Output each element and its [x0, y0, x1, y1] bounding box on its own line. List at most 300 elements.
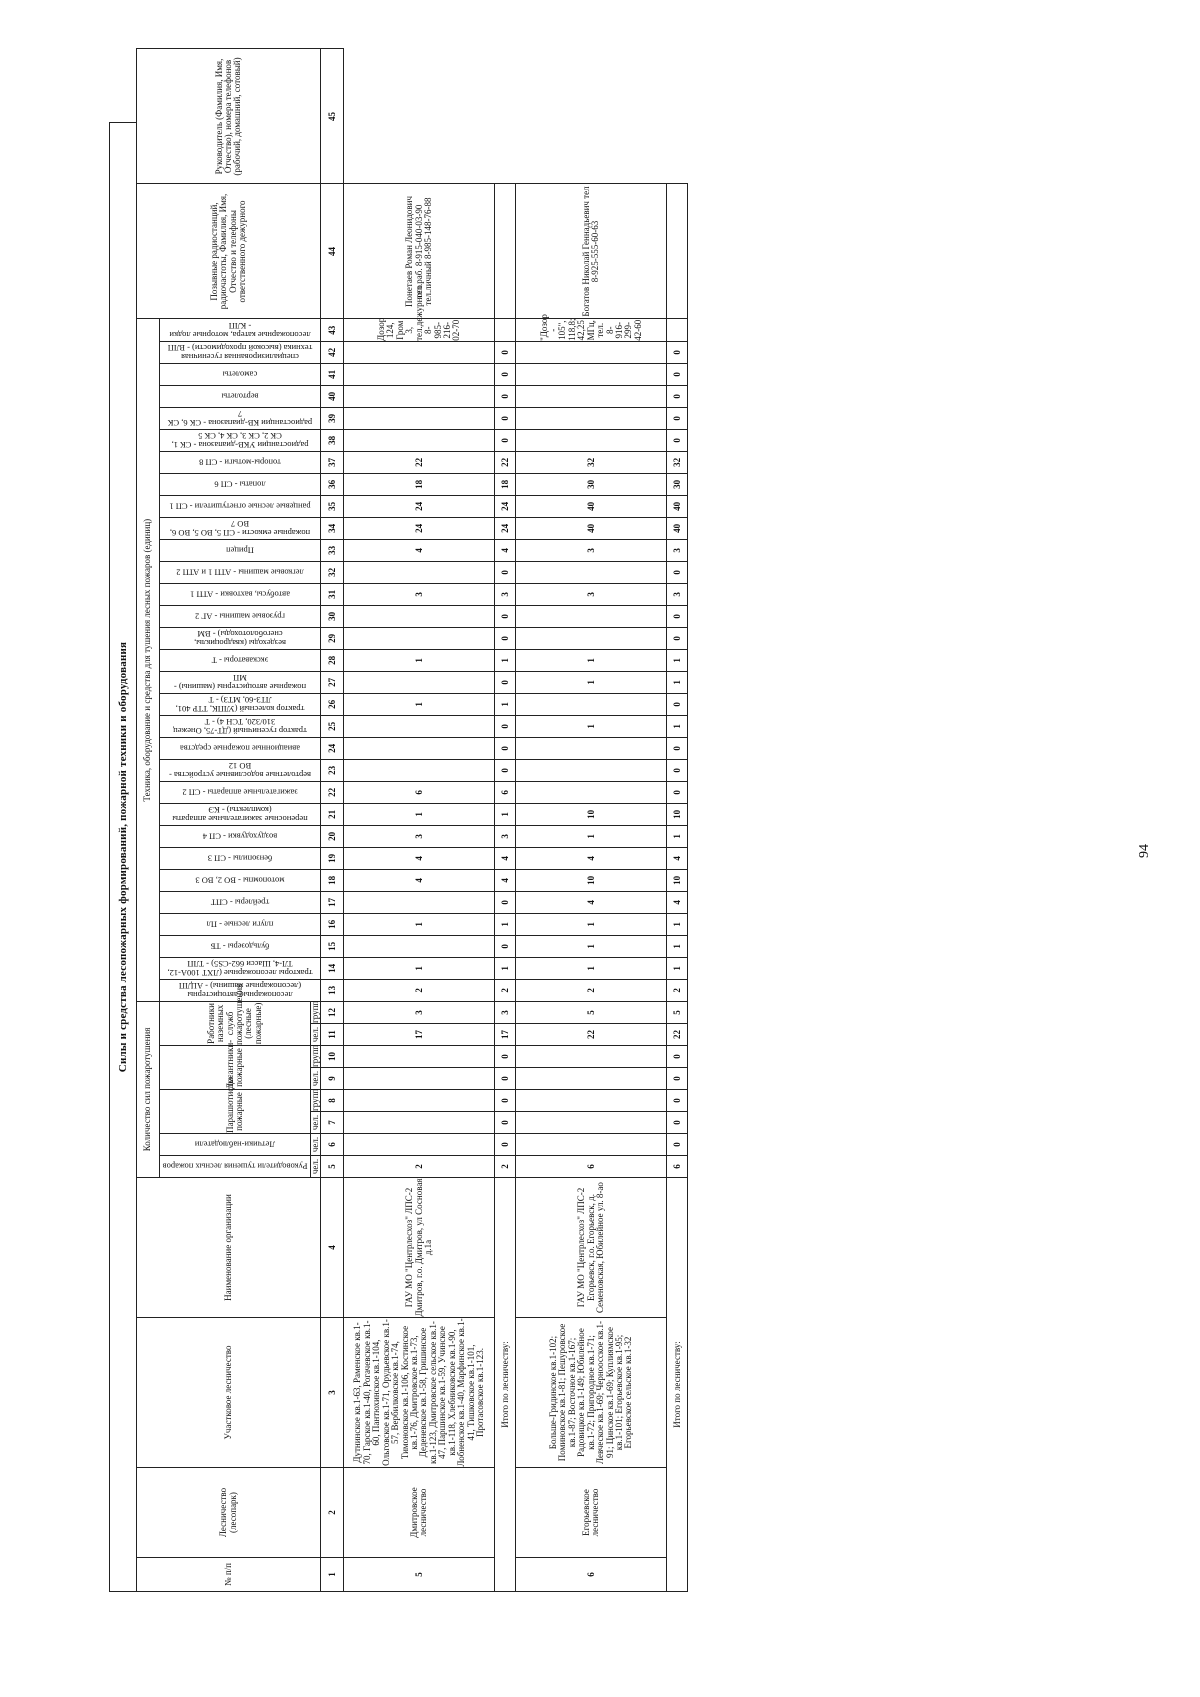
row-number: 5 — [344, 1558, 495, 1592]
total-value: 1 — [667, 957, 688, 979]
total-value: 32 — [667, 451, 688, 473]
header-equipment-25 — [160, 715, 321, 737]
value-cell — [344, 605, 495, 627]
total-empty — [495, 184, 516, 319]
total-value: 2 — [667, 979, 688, 1001]
value-cell: 1 — [516, 715, 667, 737]
total-value: 0 — [667, 1046, 688, 1068]
value-cell — [344, 1068, 495, 1090]
header-equipment-16-text: плуги лесные - Пл — [206, 919, 274, 930]
header-equipment-40 — [160, 385, 321, 407]
total-value: 0 — [495, 341, 516, 363]
header-paratroopers: Десантники-пожарные — [160, 1046, 311, 1090]
total-empty — [667, 319, 688, 341]
organization: ГАУ МО "Центрлесхоз" ЛПС-2 Дмитров, г.о. Дмитров, ул Сосновая д.1а — [344, 1178, 495, 1318]
column-number: 25 — [321, 715, 344, 737]
value-cell — [344, 715, 495, 737]
header-ground-workers: Работники наземных служб пожаротушения (лесные пожарные) — [160, 1001, 311, 1045]
header-equipment-20-text: воздуходувки - СП 4 — [203, 831, 278, 842]
column-number: 29 — [321, 627, 344, 649]
column-number: 36 — [321, 473, 344, 495]
header-forestry: Лесничество (лесопарк) — [137, 1468, 321, 1558]
total-value: 3 — [667, 539, 688, 561]
total-value: 4 — [667, 891, 688, 913]
header-equipment-39 — [160, 407, 321, 429]
header-org: Наименование организации — [137, 1178, 321, 1318]
header-unit: чел. — [311, 1134, 321, 1156]
total-empty — [495, 319, 516, 341]
header-duty-radio: Позывные радиостанций, радиочастоты, Фамилия, Имя, Отчество и телефоны ответственного дежурного — [137, 184, 321, 319]
value-cell: 1 — [344, 649, 495, 671]
header-observers-text: Летчики-наблюдатели — [194, 1139, 276, 1150]
total-value: 1 — [495, 693, 516, 715]
total-value: 0 — [495, 935, 516, 957]
header-equipment-24-text: авиационные пожарные средства — [180, 743, 301, 754]
header-equipment-37 — [160, 451, 321, 473]
total-value: 0 — [667, 759, 688, 781]
total-value: 17 — [495, 1024, 516, 1046]
column-number: 21 — [321, 803, 344, 825]
header-equipment-36-text: лопаты - СП 6 — [214, 479, 266, 490]
value-cell: 1 — [344, 693, 495, 715]
value-cell: 40 — [516, 495, 667, 517]
forestry-name: Егорьевское лесничество — [516, 1468, 667, 1558]
header-equipment-27 — [160, 671, 321, 693]
header-equipment-15-text: бульдозеры - ТБ — [210, 941, 270, 952]
header-unit: чел. — [311, 1112, 321, 1134]
value-cell — [516, 693, 667, 715]
header-equipment-28 — [160, 649, 321, 671]
header-equipment-30 — [160, 605, 321, 627]
total-value: 0 — [495, 715, 516, 737]
value-cell: 4 — [344, 847, 495, 869]
header-equipment-21 — [160, 803, 321, 825]
header-equipment-32-text: легковые машины - АТП 1 и АТП 2 — [176, 567, 305, 578]
rotated-table-container — [109, 57, 1060, 1592]
total-value: 10 — [667, 869, 688, 891]
total-value: 0 — [667, 407, 688, 429]
total-empty — [667, 184, 688, 319]
column-number: 28 — [321, 649, 344, 671]
column-number: 34 — [321, 517, 344, 539]
total-value: 3 — [495, 1001, 516, 1023]
value-cell — [516, 1090, 667, 1112]
header-equipment-13 — [160, 979, 321, 1001]
value-cell — [344, 671, 495, 693]
total-row — [667, 49, 688, 1592]
total-value: 3 — [667, 583, 688, 605]
total-value: 0 — [495, 1134, 516, 1156]
total-value: 0 — [667, 737, 688, 759]
column-number: 18 — [321, 869, 344, 891]
header-equipment-42 — [160, 341, 321, 363]
district-list: Дутнинское кв.1-63, Раменское кв.1-70, Гарское кв.1-40, Рогачевское кв.1-60, Пантюхинское кв.1-104, Ольговское кв.1-71, Орудьевское кв.1-57, Вербилковское кв.1-74, Тимоновское кв.1-106, Костинское кв.1-76, Дмитровское кв.1-73, Деденевское кв.1-58, Гришинское кв.1-123, Дмитровское сельское кв.1-47, Паршинское кв.1-59, Учинское кв.1-118, Хлебниковское кв.1-90, Лобненское кв.1-40, Марфинское кв.1-41, Тишковское кв.1-101, Протасовское кв.1-123. — [344, 1318, 495, 1468]
value-cell: 3 — [344, 583, 495, 605]
total-value: 0 — [495, 363, 516, 385]
header-equipment-22 — [160, 781, 321, 803]
total-value: 40 — [667, 517, 688, 539]
header-equipment-18-text: мотопомпы - ВО 2, ВО 3 — [195, 875, 285, 886]
total-value: 2 — [495, 1156, 516, 1178]
forestry-name: Дмитровское лесничество — [344, 1468, 495, 1558]
header-equipment-35-text: ранцевые лесные огнетушители - СП 1 — [169, 501, 311, 512]
value-cell: 1 — [516, 671, 667, 693]
value-cell — [344, 341, 495, 363]
total-value: 0 — [667, 429, 688, 451]
column-number: 45 — [321, 49, 344, 184]
total-value: 40 — [667, 495, 688, 517]
value-cell — [344, 429, 495, 451]
value-cell — [344, 1090, 495, 1112]
header-head-contacts: Руководитель (Фамилия, Имя, Отчество), номера телефонов (рабочий, домашний, сотовый) — [137, 49, 321, 184]
header-equipment-15 — [160, 935, 321, 957]
total-value: 22 — [495, 451, 516, 473]
column-number: 5 — [321, 1156, 344, 1178]
header-unit: групп — [310, 1088, 320, 1111]
value-cell — [344, 1046, 495, 1068]
value-cell: 1 — [516, 649, 667, 671]
value-cell: 2 — [344, 979, 495, 1001]
value-cell: 24 — [344, 495, 495, 517]
organization: ГАУ МО "Центрлесхоз" ЛПС-2 Егорьевск, г.о. Егорьевск, д. Семеновская, Юбилейное ул. 8-ао — [516, 1178, 667, 1318]
value-cell — [516, 1068, 667, 1090]
total-value: 4 — [667, 847, 688, 869]
column-number: 17 — [321, 891, 344, 913]
column-number: 26 — [321, 693, 344, 715]
value-cell — [516, 781, 667, 803]
value-cell — [516, 1134, 667, 1156]
total-value: 0 — [667, 561, 688, 583]
header-district: Участковое лесничество — [137, 1318, 321, 1468]
total-row — [495, 49, 516, 1592]
header-equipment-38-text: радиостанции УКВ-диапазона - СК 1, СК 2, СК 3, СК 4, СК 5 — [171, 431, 309, 451]
total-value: 0 — [667, 385, 688, 407]
head-contacts: Богатов Николай Геннадьевич тел 8-925-555-60-63 — [516, 184, 667, 319]
value-cell: 4 — [344, 539, 495, 561]
header-observers — [160, 1134, 311, 1156]
header-unit: чел. — [311, 1156, 321, 1178]
value-cell: 2 — [516, 979, 667, 1001]
total-value: 5 — [667, 1001, 688, 1023]
header-equipment-40-text: вертолеты — [221, 391, 259, 402]
table-title: Силы и средства лесопожарных формирований, пожарной техники и оборудования — [109, 122, 136, 1592]
header-equipment-41 — [160, 363, 321, 385]
header-equipment-16 — [160, 913, 321, 935]
value-cell: 10 — [516, 869, 667, 891]
total-value: 2 — [495, 979, 516, 1001]
header-equipment-14 — [160, 957, 321, 979]
value-cell — [344, 759, 495, 781]
value-cell — [344, 891, 495, 913]
header-equipment-28-text: экскаваторы - Т — [211, 655, 269, 666]
header-equipment-26-text: трактор колесный (УЛПК, ТТР 401, ЛТЗ-60, МТЗ) - Т — [175, 695, 305, 715]
page-number: 94 — [1137, 844, 1152, 858]
total-value: 0 — [495, 385, 516, 407]
column-number: 42 — [321, 341, 344, 363]
header-unit: групп — [310, 1000, 320, 1023]
column-number: 27 — [321, 671, 344, 693]
header-equipment-26 — [160, 693, 321, 715]
header-equipment-31 — [160, 583, 321, 605]
value-cell — [516, 561, 667, 583]
column-number: 24 — [321, 737, 344, 759]
total-label: Итого по лесничеству: — [667, 1178, 688, 1592]
column-number: 32 — [321, 561, 344, 583]
duty-radio: Дозор 124, Гром 3, тел.дежурного 8-985-216-02-70 — [344, 319, 495, 341]
column-number: 31 — [321, 583, 344, 605]
total-value: 6 — [667, 1156, 688, 1178]
column-number: 1 — [321, 1558, 344, 1592]
column-number: 20 — [321, 825, 344, 847]
total-value: 0 — [667, 363, 688, 385]
value-cell — [516, 737, 667, 759]
total-value: 0 — [667, 1090, 688, 1112]
value-cell — [344, 385, 495, 407]
header-equipment-19 — [160, 847, 321, 869]
total-value: 1 — [667, 649, 688, 671]
total-value: 0 — [667, 605, 688, 627]
header-unit: чел. — [311, 1068, 321, 1090]
column-number: 38 — [321, 429, 344, 451]
column-number: 15 — [321, 935, 344, 957]
total-label: Итого по лесничеству: — [495, 1178, 516, 1592]
header-equipment-17-text: трейлеры - СПТ — [211, 897, 270, 908]
value-cell: 22 — [344, 451, 495, 473]
header-equipment-19-text: бензопилы - СП 3 — [208, 853, 273, 864]
column-number: 33 — [321, 539, 344, 561]
total-value: 0 — [667, 1068, 688, 1090]
header-equipment-32 — [160, 561, 321, 583]
total-value: 0 — [495, 561, 516, 583]
total-value: 0 — [667, 1134, 688, 1156]
value-cell: 6 — [516, 1156, 667, 1178]
value-cell: 1 — [516, 957, 667, 979]
total-value: 24 — [495, 495, 516, 517]
column-number: 37 — [321, 451, 344, 473]
column-number: 43 — [321, 319, 344, 341]
header-equipment-22-text: зажигательные аппараты - СП 2 — [182, 787, 298, 798]
column-number: 44 — [321, 184, 344, 319]
value-cell: 10 — [516, 803, 667, 825]
header-equipment-43-text: лесопожарные катера, моторные лодки - КЛП — [169, 321, 311, 341]
total-value: 0 — [495, 1090, 516, 1112]
total-value: 0 — [495, 1068, 516, 1090]
total-value: 0 — [667, 1112, 688, 1134]
value-cell: 1 — [344, 957, 495, 979]
total-value: 0 — [667, 341, 688, 363]
column-number: 30 — [321, 605, 344, 627]
total-value: 0 — [495, 605, 516, 627]
value-cell: 6 — [344, 781, 495, 803]
column-number: 19 — [321, 847, 344, 869]
value-cell — [344, 363, 495, 385]
total-value: 1 — [495, 649, 516, 671]
column-number: 13 — [321, 979, 344, 1001]
value-cell — [516, 341, 667, 363]
value-cell: 1 — [344, 803, 495, 825]
header-equipment-39-text: радиостанции КВ-диапазона - СК 6, СК 7 — [168, 409, 313, 429]
value-cell: 1 — [516, 913, 667, 935]
column-number: 35 — [321, 495, 344, 517]
header-fire-leaders — [160, 1156, 311, 1178]
value-cell — [516, 385, 667, 407]
total-value: 0 — [495, 671, 516, 693]
total-value: 0 — [495, 627, 516, 649]
column-number: 11 — [321, 1024, 344, 1046]
column-number: 3 — [321, 1318, 344, 1468]
total-value: 3 — [495, 583, 516, 605]
column-number: 16 — [321, 913, 344, 935]
total-value: 30 — [667, 473, 688, 495]
column-number: 10 — [321, 1046, 344, 1068]
total-value: 4 — [495, 539, 516, 561]
column-number-row — [321, 49, 344, 1592]
header-fire-leaders-text: Руководители тушения лесных пожаров — [162, 1161, 308, 1172]
value-cell — [344, 627, 495, 649]
header-equipment-42-text: специализированная гусеничная техника (высокой проходимости) - ВЛП — [167, 343, 313, 363]
value-cell: 1 — [516, 935, 667, 957]
table-row — [344, 49, 495, 1592]
value-cell: 18 — [344, 473, 495, 495]
header-equipment-29 — [160, 627, 321, 649]
total-value: 18 — [495, 473, 516, 495]
total-value: 6 — [495, 781, 516, 803]
value-cell: 30 — [516, 473, 667, 495]
value-cell: 32 — [516, 451, 667, 473]
header-unit: чел. — [311, 1024, 321, 1046]
header-equipment-23 — [160, 759, 321, 781]
total-value: 0 — [667, 693, 688, 715]
duty-radio: "Дозор - 105", 118,8; 42,25 МГц, тел. 8-916-299-42-60 — [516, 319, 667, 341]
total-value: 0 — [667, 781, 688, 803]
value-cell — [344, 561, 495, 583]
value-cell — [516, 363, 667, 385]
header-equipment-35 — [160, 495, 321, 517]
total-value: 1 — [667, 935, 688, 957]
header-equipment-36 — [160, 473, 321, 495]
column-number: 22 — [321, 781, 344, 803]
column-number: 9 — [321, 1068, 344, 1090]
value-cell: 22 — [516, 1024, 667, 1046]
value-cell — [516, 627, 667, 649]
total-value: 0 — [495, 891, 516, 913]
value-cell: 4 — [344, 869, 495, 891]
value-cell: 3 — [516, 583, 667, 605]
total-value: 0 — [667, 627, 688, 649]
column-number: 14 — [321, 957, 344, 979]
value-cell — [516, 1046, 667, 1068]
header-equipment-18 — [160, 869, 321, 891]
group-equipment: Техника, оборудование и средства для тушения лесных пожаров (единиц) — [137, 319, 160, 1001]
header-equipment-27-text: пожарные автоцистерны (машины) - МП — [174, 673, 307, 693]
total-value: 0 — [495, 1112, 516, 1134]
column-number: 4 — [321, 1178, 344, 1318]
total-value: 0 — [495, 429, 516, 451]
value-cell — [516, 407, 667, 429]
value-cell: 3 — [344, 1001, 495, 1023]
column-number: 12 — [321, 1001, 344, 1023]
header-equipment-21-text: переносные зажигательные аппараты (комплекты) - КЭ — [172, 805, 308, 825]
header-equipment-30-text: грузовые машины - АГ 2 — [195, 611, 286, 622]
total-value: 0 — [495, 759, 516, 781]
total-value: 3 — [495, 825, 516, 847]
value-cell — [516, 759, 667, 781]
column-number: 2 — [321, 1468, 344, 1558]
value-cell — [516, 1112, 667, 1134]
value-cell — [344, 1112, 495, 1134]
value-cell: 3 — [516, 539, 667, 561]
header-equipment-34-text: пожарные емкости - СП 5, ВО 5, ВО 6, ВО 7 — [170, 519, 311, 539]
header-num: № п/п — [137, 1558, 321, 1592]
value-cell: 3 — [344, 825, 495, 847]
header-equipment-31-text: автобусы, вахтовки - АТП 1 — [190, 589, 291, 600]
total-value: 1 — [667, 671, 688, 693]
total-value: 0 — [495, 1046, 516, 1068]
total-value: 1 — [495, 913, 516, 935]
group-personnel: Количество сил пожаротушения — [137, 1001, 160, 1177]
value-cell — [344, 935, 495, 957]
column-number: 8 — [321, 1090, 344, 1112]
column-number: 23 — [321, 759, 344, 781]
header-parachutists: Парашютисты-пожарные — [160, 1090, 311, 1134]
value-cell — [344, 737, 495, 759]
header-equipment-24 — [160, 737, 321, 759]
header-equipment-33 — [160, 539, 321, 561]
column-number: 6 — [321, 1134, 344, 1156]
header-equipment-38 — [160, 429, 321, 451]
value-cell: 1 — [516, 825, 667, 847]
value-cell: 1 — [344, 913, 495, 935]
total-value: 0 — [495, 407, 516, 429]
forces-table — [136, 49, 688, 1593]
total-value: 0 — [495, 737, 516, 759]
total-value: 1 — [667, 715, 688, 737]
header-equipment-20 — [160, 825, 321, 847]
value-cell: 17 — [344, 1024, 495, 1046]
value-cell: 40 — [516, 517, 667, 539]
header-equipment-43 — [160, 319, 321, 341]
column-number: 39 — [321, 407, 344, 429]
header-equipment-29-text: вездеходы (квадроциклы, снегоболотоходы) - ВМ — [194, 629, 287, 649]
value-cell: 24 — [344, 517, 495, 539]
column-number: 7 — [321, 1112, 344, 1134]
total-value: 22 — [667, 1024, 688, 1046]
header-equipment-14-text: тракторы лесопожарные (ЛХТ 100А-12, ТЛ-4, Шасси 662-CS5) - ТЛП — [167, 959, 313, 979]
total-value: 1 — [667, 913, 688, 935]
table-row — [516, 49, 667, 1592]
total-value: 10 — [667, 803, 688, 825]
column-number: 41 — [321, 363, 344, 385]
row-number: 6 — [516, 1558, 667, 1592]
value-cell — [516, 605, 667, 627]
value-cell: 4 — [516, 847, 667, 869]
header-equipment-34 — [160, 517, 321, 539]
value-cell: 5 — [516, 1001, 667, 1023]
total-value: 1 — [667, 825, 688, 847]
header-row-groups — [137, 49, 160, 1592]
total-value: 1 — [495, 957, 516, 979]
header-equipment-13-text: лесопожарные автоцистерны (лесопожарные машины) - АЦЛП — [179, 981, 302, 1001]
total-value: 4 — [495, 847, 516, 869]
total-value: 1 — [495, 803, 516, 825]
header-equipment-23-text: вертолетные водосливные устройства - ВО 12 — [169, 761, 312, 781]
header-equipment-41-text: самолеты — [222, 369, 258, 380]
value-cell: 2 — [344, 1156, 495, 1178]
value-cell — [516, 429, 667, 451]
value-cell — [344, 1134, 495, 1156]
column-number: 40 — [321, 385, 344, 407]
value-cell: 4 — [516, 891, 667, 913]
